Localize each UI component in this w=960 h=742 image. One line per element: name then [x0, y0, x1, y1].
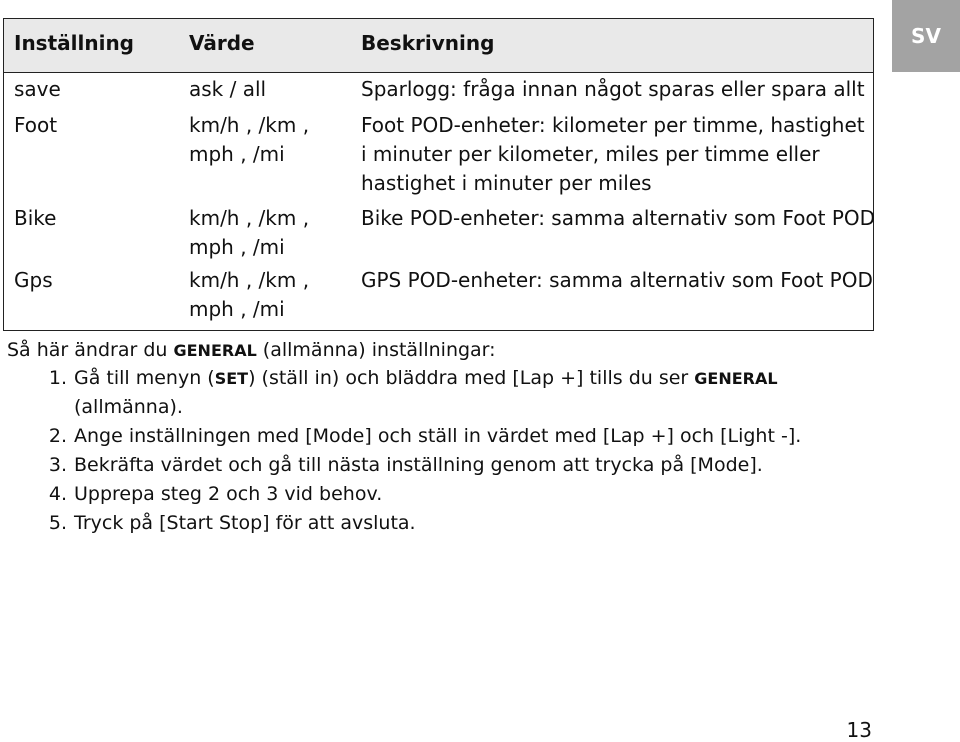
- cell-setting: [14, 111, 57, 140]
- step-line: [7, 393, 801, 422]
- step-line: [7, 509, 801, 538]
- step-number: 3.: [48, 454, 67, 476]
- cell-value-line: mph , /mi: [189, 297, 285, 321]
- step-text-part: ) (ställ in) och bläddra med [Lap +] tills du ser: [248, 367, 695, 389]
- step-line: [7, 422, 801, 451]
- step-text: [74, 364, 778, 393]
- cell-description: [361, 111, 865, 198]
- cell-value-line: mph , /mi: [189, 142, 285, 166]
- cell-setting-line: Bike: [14, 206, 57, 230]
- step-text-part: Upprepa steg 2 och 3 vid behov.: [74, 483, 383, 505]
- header-value: Värde: [189, 31, 255, 55]
- step-line: [7, 480, 801, 509]
- cell-description: [361, 204, 875, 233]
- cell-description-line: Sparlogg: fråga innan något sparas eller spara allt: [361, 77, 865, 101]
- header-description: Beskrivning: [361, 31, 495, 55]
- step-keyword: SET: [214, 369, 249, 388]
- step-text: [74, 480, 382, 509]
- cell-value-line: km/h , /km ,: [189, 206, 310, 230]
- step-text: [74, 393, 183, 422]
- instructions-intro: Så här ändrar du GENERAL (allmänna) inställningar:: [7, 339, 496, 361]
- step-text-part: Tryck på [Start Stop] för att avsluta.: [74, 512, 416, 534]
- step-number: [7, 393, 74, 422]
- cell-description-line: hastighet i minuter per miles: [361, 171, 652, 195]
- step-number: 1.: [48, 367, 67, 389]
- cell-description: [361, 266, 873, 295]
- step-text-part: Gå till menyn (: [74, 367, 215, 389]
- cell-setting-line: save: [14, 77, 61, 101]
- step-line: [7, 451, 801, 480]
- cell-value-line: ask / all: [189, 77, 267, 101]
- cell-description: [361, 75, 865, 104]
- step-text-part: Ange inställningen med [Mode] och ställ in värdet med [Lap +] och [Light -].: [74, 425, 802, 447]
- cell-setting: [14, 75, 61, 104]
- step-number: 4.: [48, 483, 67, 505]
- step-keyword: GENERAL: [694, 369, 778, 388]
- cell-description-line: Bike POD-enheter: samma alternativ som Foot POD: [361, 206, 876, 230]
- cell-value: [189, 266, 309, 324]
- step-text-part: Bekräfta värdet och gå till nästa inställning genom att trycka på [Mode].: [74, 454, 763, 476]
- step-text-part: (allmänna).: [74, 396, 183, 418]
- cell-value: [189, 204, 309, 262]
- cell-value: [189, 75, 266, 104]
- cell-value-line: mph , /mi: [189, 235, 285, 259]
- cell-description-line: i minuter per kilometer, miles per timme eller: [361, 142, 820, 166]
- instruction-steps: [7, 364, 801, 538]
- cell-description-line: Foot POD-enheter: kilometer per timme, hastighet: [361, 113, 865, 137]
- cell-setting: [14, 204, 56, 233]
- step-number: 2.: [48, 425, 67, 447]
- step-line: [7, 364, 801, 393]
- step-number: 5.: [48, 512, 67, 534]
- settings-table: [3, 18, 874, 331]
- cell-setting-line: Foot: [14, 113, 58, 137]
- cell-setting-line: Gps: [14, 268, 53, 292]
- cell-value: [189, 111, 309, 169]
- step-text: [74, 451, 763, 480]
- cell-description-line: GPS POD-enheter: samma alternativ som Foot POD: [361, 268, 873, 292]
- language-tab: SV: [892, 0, 960, 72]
- table-header: [4, 19, 873, 73]
- header-setting: Inställning: [14, 31, 134, 55]
- cell-value-line: km/h , /km ,: [189, 113, 310, 137]
- step-text: [74, 422, 801, 451]
- page-number: 13: [846, 718, 872, 742]
- step-text: [74, 509, 416, 538]
- general-keyword: GENERAL: [173, 341, 257, 360]
- cell-setting: [14, 266, 53, 295]
- cell-value-line: km/h , /km ,: [189, 268, 310, 292]
